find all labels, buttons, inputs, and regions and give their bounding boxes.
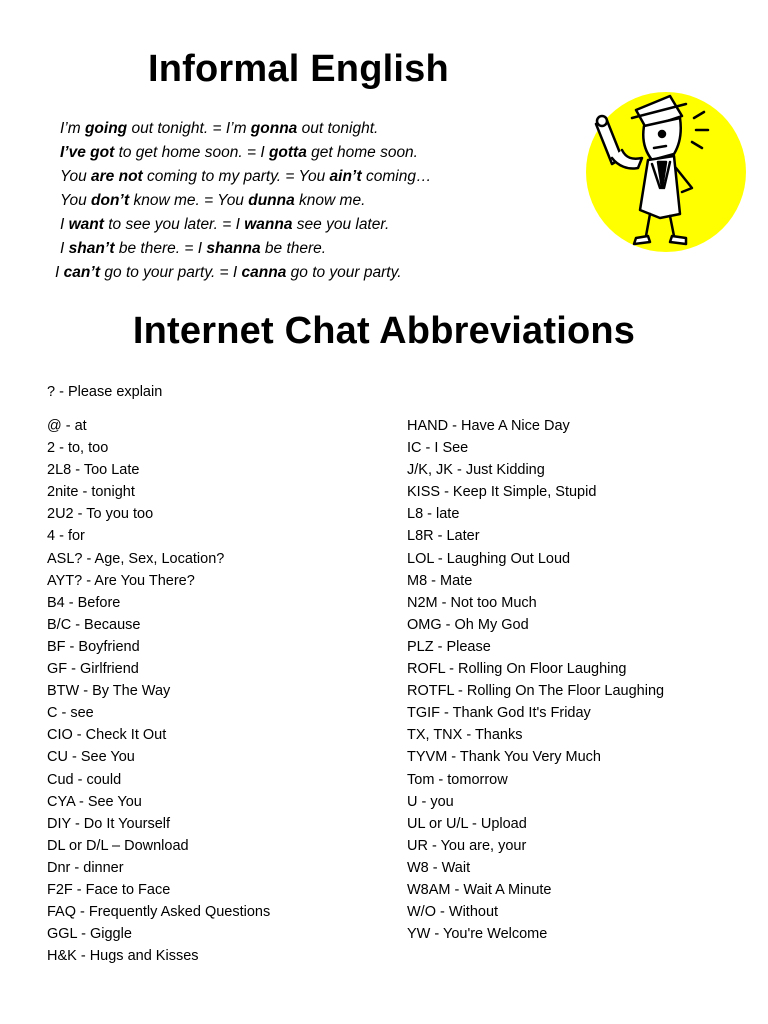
phrase-text: I [55, 264, 64, 281]
phrase-text: coming to my party. = You [142, 168, 330, 185]
abbreviation-item: 4 - for [47, 528, 85, 545]
phrase-text: You [60, 192, 92, 209]
phrase-text: know me. = You [129, 192, 249, 209]
abbreviation-item: W/O - Without [407, 904, 499, 921]
informal-phrase-line [48, 165, 568, 189]
abbreviation-item: N2M - Not too Much [407, 594, 537, 611]
emphasized-word: wanna [244, 216, 293, 233]
emphasized-word: can’t [63, 264, 101, 281]
emphasized-word: ain’t [329, 168, 362, 185]
emphasized-word: canna [241, 264, 287, 281]
abbreviation-item: DL or D/L – Download [47, 837, 189, 854]
abbreviation-item: BTW - By The Way [47, 683, 171, 700]
phrase-text: go to your party. = I [100, 264, 242, 281]
abbreviation-item: UR - You are, your [407, 837, 527, 854]
abbreviations-right-column [407, 415, 664, 945]
emphasized-word: shanna [206, 240, 261, 257]
abbreviation-item: TGIF - Thank God It's Friday [407, 705, 591, 722]
abbreviation-item: ROTFL - Rolling On The Floor Laughing [407, 683, 665, 700]
phrase-text: I [60, 240, 69, 257]
emphasized-word: shan’t [68, 240, 115, 257]
abbreviation-item: M8 - Mate [407, 572, 473, 589]
phrase-text: out tonight. [297, 120, 379, 137]
phrase-text: go to your party. [286, 264, 402, 281]
phrase-text: coming… [361, 168, 432, 185]
abbreviation-item: W8AM - Wait A Minute [407, 881, 552, 898]
informal-phrase-line [48, 141, 568, 165]
abbreviation-item: HAND - Have A Nice Day [407, 418, 570, 434]
abbreviation-item: W8 - Wait [407, 859, 471, 876]
abbreviation-item: U - you [407, 793, 454, 810]
abbreviations-left-column [47, 415, 270, 967]
abbreviation-item: 2nite - tonight [47, 484, 135, 501]
abbreviation-item: H&K - Hugs and Kisses [47, 948, 199, 965]
emphasized-word: I’ve got [60, 144, 115, 161]
abbreviation-item: B/C - Because [47, 616, 141, 633]
abbreviation-item: @ - at [47, 418, 87, 434]
emphasized-word: dunna [248, 192, 295, 209]
lead-abbreviation-item: ? - Please explain [47, 384, 163, 400]
abbreviation-item: CIO - Check It Out [47, 727, 167, 744]
phrase-text: out tonight. = I’m [127, 120, 251, 137]
informal-phrases-list [48, 117, 568, 285]
informal-phrase-line [48, 189, 568, 213]
abbreviation-item: CYA - See You [47, 793, 142, 810]
abbreviation-item: Tom - tomorrow [407, 771, 508, 788]
emphasized-word: want [68, 216, 104, 233]
phrase-text: You [60, 168, 92, 185]
informal-phrase-line [48, 237, 568, 261]
phrase-text: I’m [60, 120, 85, 137]
phrase-text: be there. = I [114, 240, 207, 257]
abbreviation-item: ASL? - Age, Sex, Location? [47, 550, 225, 567]
abbreviation-item: PLZ - Please [407, 638, 491, 655]
abbreviation-item: OMG - Oh My God [407, 616, 529, 633]
informal-phrase-line [48, 213, 568, 237]
abbreviation-item: 2L8 - Too Late [47, 462, 140, 479]
phrase-text: to see you later. = I [103, 216, 245, 233]
abbreviation-item: CU - See You [47, 749, 135, 766]
abbreviation-item: AYT? - Are You There? [47, 572, 195, 589]
abbreviation-item: Cud - could [47, 771, 122, 788]
phrase-text: see you later. [292, 216, 390, 233]
phrase-text: know me. [294, 192, 366, 209]
abbreviation-item: L8 - late [407, 506, 460, 523]
abbreviation-item: 2U2 - To you too [47, 506, 154, 523]
abbreviation-item: UL or U/L - Upload [407, 815, 527, 832]
abbreviation-item: BF - Boyfriend [47, 638, 140, 655]
chat-abbreviations-title: Internet Chat Abbreviations [132, 310, 636, 352]
cartoon-man-talking-on-phone-icon [582, 88, 750, 256]
informal-phrase-line [48, 261, 568, 285]
abbreviation-item: IC - I See [407, 440, 469, 457]
abbreviation-item: B4 - Before [47, 594, 121, 611]
abbreviation-item: FAQ - Frequently Asked Questions [47, 904, 271, 921]
informal-phrase-line [48, 117, 568, 141]
abbreviation-item: YW - You're Welcome [407, 926, 548, 943]
abbreviation-item: LOL - Laughing Out Loud [407, 550, 571, 567]
abbreviation-item: KISS - Keep It Simple, Stupid [407, 484, 597, 501]
emphasized-word: gonna [250, 120, 298, 137]
abbreviation-item: 2 - to, too [47, 440, 109, 457]
phrase-text: to get home soon. = I [114, 144, 269, 161]
phrase-text: be there. [260, 240, 327, 257]
abbreviation-item: GGL - Giggle [47, 926, 132, 943]
abbreviation-item: L8R - Later [407, 528, 480, 545]
phrase-text: I [60, 216, 69, 233]
abbreviation-item: ROFL - Rolling On Floor Laughing [407, 661, 627, 678]
emphasized-word: gotta [268, 144, 307, 161]
abbreviation-item: F2F - Face to Face [47, 881, 171, 898]
abbreviation-item: C - see [47, 705, 94, 722]
abbreviation-item: GF - Girlfriend [47, 661, 139, 678]
abbreviation-item: DIY - Do It Yourself [47, 815, 171, 832]
abbreviation-item: TX, TNX - Thanks [407, 727, 523, 744]
abbreviation-item: TYVM - Thank You Very Much [407, 749, 601, 766]
informal-english-title: Informal English [148, 48, 449, 90]
phrase-text: get home soon. [306, 144, 418, 161]
emphasized-word: don’t [91, 192, 130, 209]
abbreviation-item: J/K, JK - Just Kidding [407, 462, 545, 479]
abbreviation-item: Dnr - dinner [47, 859, 124, 876]
emphasized-word: going [84, 120, 128, 137]
emphasized-word: are not [91, 168, 143, 185]
